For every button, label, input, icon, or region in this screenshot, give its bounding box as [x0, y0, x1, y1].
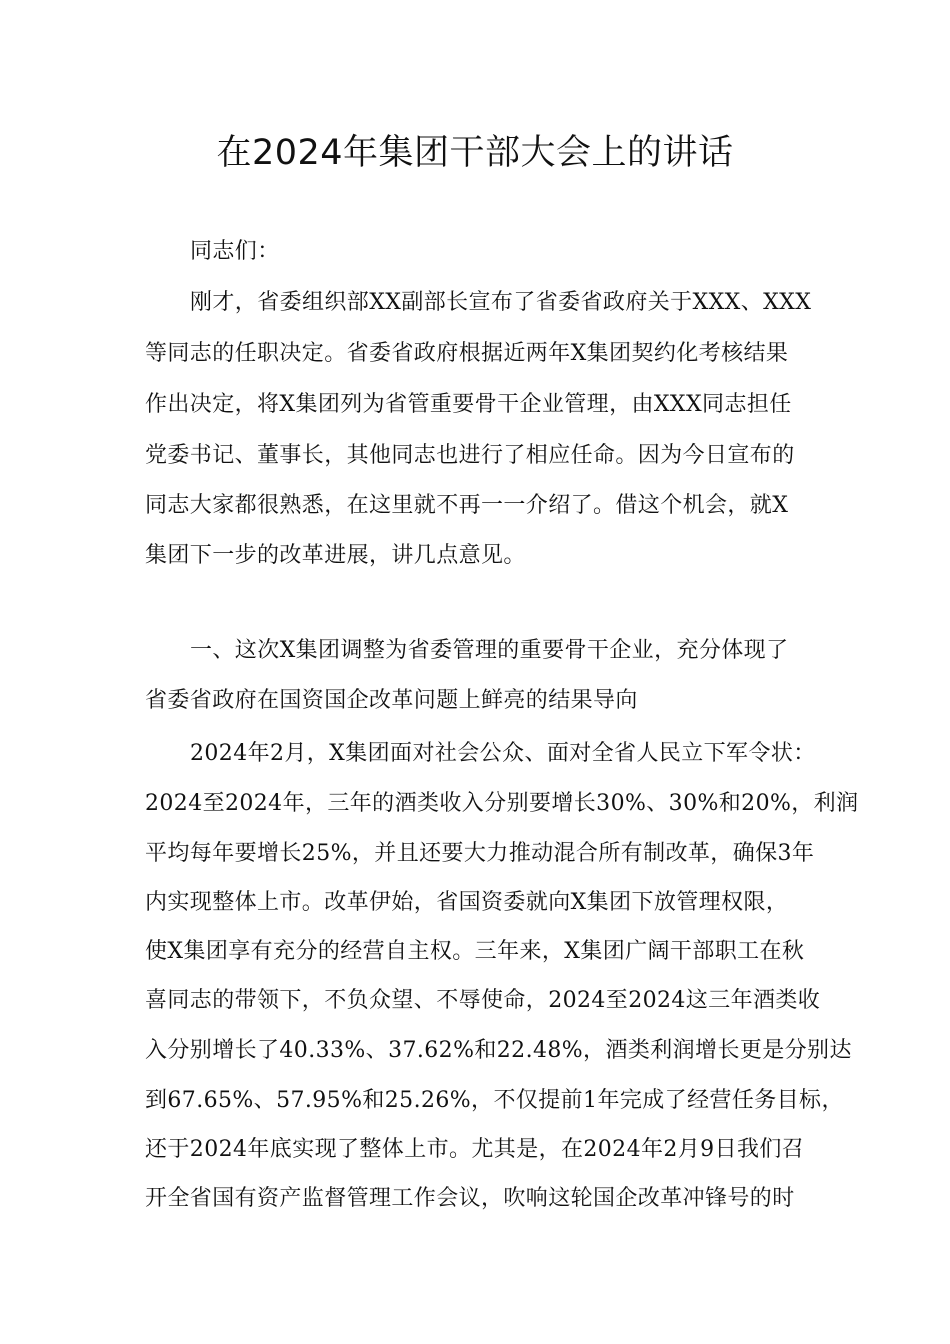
document-title: 在2024年集团干部大会上的讲话 [216, 133, 734, 173]
paragraph-2-line: 2024至2024年，三年的酒类收入分别要增长30%、30%和20%，利润 [145, 791, 859, 816]
section-heading-line: 一、这次X集团调整为省委管理的重要骨干企业，充分体现了 [190, 638, 789, 663]
paragraph-1-line: 同志大家都很熟悉，在这里就不再一一介绍了。借这个机会，就X [145, 493, 789, 518]
paragraph-2-line: 喜同志的带领下，不负众望、不辱使命，2024至2024这三年酒类收 [145, 988, 821, 1013]
paragraph-2-line: 内实现整体上市。改革伊始，省国资委就向X集团下放管理权限， [145, 890, 789, 915]
paragraph-2-line: 使X集团享有充分的经营自主权。三年来，X集团广阔干部职工在秋 [145, 939, 805, 964]
paragraph-1-line: 作出决定，将X集团列为省管重要骨干企业管理，由XXX同志担任 [145, 392, 792, 417]
paragraph-2-line: 2024年2月，X集团面对社会公众、面对全省人民立下军令状： [190, 741, 816, 766]
paragraph-1-line: 等同志的任职决定。省委省政府根据近两年X集团契约化考核结果 [145, 341, 789, 366]
paragraph-2-line: 还于2024年底实现了整体上市。尤其是，在2024年2月9日我们召 [145, 1137, 805, 1162]
salutation: 同志们： [190, 239, 280, 264]
paragraph-1-line: 刚才，省委组织部XX副部长宣布了省委省政府关于XXX、XXX [190, 290, 812, 315]
paragraph-1-line: 集团下一步的改革进展，讲几点意见。 [145, 543, 526, 568]
paragraph-2-line: 入分别增长了40.33%、37.62%和22.48%，酒类利润增长更是分别达 [145, 1038, 852, 1063]
paragraph-2-line: 开全省国有资产监督管理工作会议，吹响这轮国企改革冲锋号的时 [145, 1186, 795, 1211]
paragraph-2-line: 平均每年要增长25%，并且还要大力推动混合所有制改革，确保3年 [145, 841, 815, 866]
section-heading-line: 省委省政府在国资国企改革问题上鲜亮的结果导向 [145, 688, 638, 713]
paragraph-1-line: 党委书记、董事长，其他同志也进行了相应任命。因为今日宣布的 [145, 443, 795, 468]
paragraph-2-line: 到67.65%、57.95%和25.26%，不仅提前1年完成了经营任务目标， [145, 1088, 844, 1113]
